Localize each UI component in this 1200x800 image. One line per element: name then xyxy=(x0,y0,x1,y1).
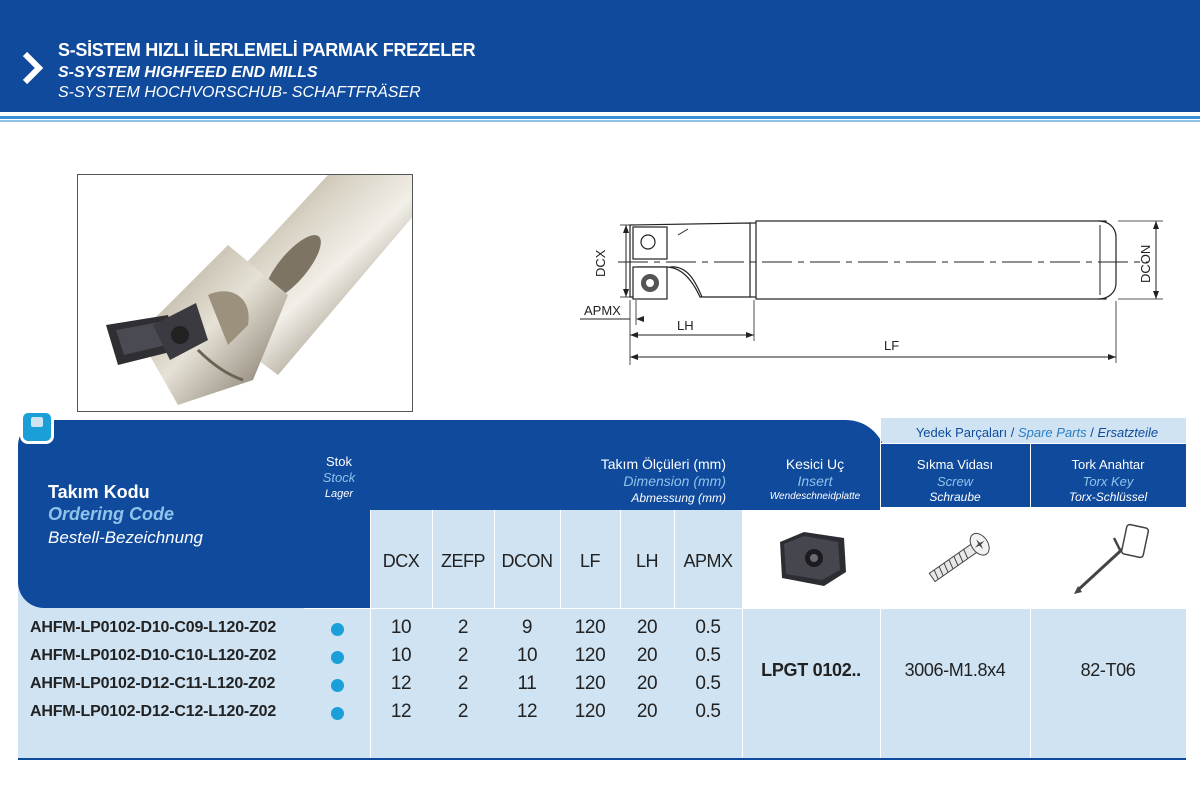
insert-tr: Kesici Uç xyxy=(785,456,845,472)
end-mill-image xyxy=(78,175,413,412)
cell-zefp: 2 xyxy=(457,673,469,694)
stock-tr: Stok xyxy=(325,454,352,469)
cell-lf: 120 xyxy=(574,617,606,638)
cell-dcon: 11 xyxy=(517,673,537,694)
table-bottom-rule xyxy=(18,758,1186,760)
cell-dcx: 12 xyxy=(390,701,412,722)
torx-tr: Tork Anahtar xyxy=(1071,457,1145,472)
header-stripe-light xyxy=(0,120,1200,122)
cell-dcon: 10 xyxy=(516,645,538,666)
chevron-right-icon xyxy=(20,50,46,86)
ordering-code-en: Ordering Code xyxy=(48,504,175,524)
stock-indicator xyxy=(331,623,344,636)
spare-parts-sep2: / xyxy=(1086,425,1098,440)
col-header-zefp: ZEFP xyxy=(440,551,485,571)
stock-header-dark xyxy=(304,420,370,608)
grid-line xyxy=(742,510,743,758)
col-header-lf: LF xyxy=(579,551,600,571)
col-header-dcx: DCX xyxy=(382,551,420,571)
cell-zefp: 2 xyxy=(457,645,469,666)
grid-line xyxy=(880,507,1186,508)
torx-de: Torx-Schlüssel xyxy=(1068,490,1148,504)
cell-zefp: 2 xyxy=(457,617,469,638)
torx-value: 82-T06 xyxy=(1080,660,1136,680)
dim-label-apmx: APMX xyxy=(584,303,621,318)
cell-lf: 120 xyxy=(574,701,606,722)
grid-line xyxy=(304,608,1186,609)
grid-line xyxy=(1030,443,1031,758)
grid-line xyxy=(674,510,675,608)
cell-lh: 20 xyxy=(636,701,658,722)
dim-label-lf: LF xyxy=(884,338,900,353)
grid-line xyxy=(494,510,495,608)
ordering-code-de: Bestell-Bezeichnung xyxy=(48,528,203,547)
cell-apmx: 0.5 xyxy=(695,645,721,666)
grid-line xyxy=(620,510,621,608)
page-header xyxy=(0,0,1200,112)
stock-de: Lager xyxy=(324,488,354,500)
cell-dcon: 9 xyxy=(521,617,533,638)
cell-lh: 20 xyxy=(636,645,658,666)
dim-label-dcon: DCON xyxy=(1138,244,1153,283)
ordering-code-cell: AHFM-LP0102-D10-C10-L120-Z02 xyxy=(30,647,277,664)
torx-en: Torx Key xyxy=(1082,474,1134,489)
insert-image xyxy=(774,528,850,590)
ordering-code-cell: AHFM-LP0102-D10-C09-L120-Z02 xyxy=(30,619,277,636)
col-header-lh: LH xyxy=(635,551,658,571)
spare-parts-tr: Yedek Parçaları xyxy=(915,425,1008,440)
title-english: S-SYSTEM HIGHFEED END MILLS xyxy=(58,64,318,81)
table-tab-icon xyxy=(20,410,54,444)
spare-parts-sep1: / xyxy=(1007,425,1018,440)
stock-indicator xyxy=(331,707,344,720)
spare-parts-title xyxy=(888,425,1186,440)
title-turkish: S-SİSTEM HIZLI İLERLEMELİ PARMAK FREZELER xyxy=(58,40,476,60)
cell-apmx: 0.5 xyxy=(695,617,721,638)
stock-en: Stock xyxy=(322,470,356,485)
cell-lh: 20 xyxy=(636,673,658,694)
end-mill-photo xyxy=(77,174,413,412)
cell-lh: 20 xyxy=(636,617,658,638)
dimension-en: Dimension (mm) xyxy=(623,473,726,489)
cell-dcx: 12 xyxy=(390,673,412,694)
dimension-tr: Takım Ölçüleri (mm) xyxy=(600,456,726,472)
cell-lf: 120 xyxy=(574,673,606,694)
ordering-code-tr: Takım Kodu xyxy=(48,482,150,502)
cell-apmx: 0.5 xyxy=(695,673,721,694)
cell-dcx: 10 xyxy=(390,645,412,666)
torx-key-image xyxy=(1066,522,1156,598)
screw-de: Schraube xyxy=(929,490,981,504)
dimension-de: Abmessung (mm) xyxy=(631,491,726,505)
grid-line xyxy=(880,443,1186,444)
product-table xyxy=(18,418,1186,763)
cell-zefp: 2 xyxy=(457,701,469,722)
technical-drawing xyxy=(578,205,1178,375)
cell-dcon: 12 xyxy=(516,701,538,722)
screw-image xyxy=(918,526,1002,590)
header-stripe-blue xyxy=(0,116,1200,119)
grid-line xyxy=(560,510,561,608)
grid-line xyxy=(880,418,881,758)
cell-dcx: 10 xyxy=(390,617,412,638)
stock-indicator xyxy=(331,651,344,664)
spare-parts-en: Spare Parts xyxy=(1017,425,1087,440)
cell-apmx: 0.5 xyxy=(695,701,721,722)
ordering-code-cell: AHFM-LP0102-D12-C12-L120-Z02 xyxy=(30,703,277,720)
dim-label-dcx: DCX xyxy=(593,249,608,277)
spare-parts-de: Ersatzteile xyxy=(1097,425,1159,440)
screw-tr: Sıkma Vidası xyxy=(916,457,994,472)
col-header-dcon: DCON xyxy=(501,551,553,571)
grid-line xyxy=(432,510,433,608)
insert-en: Insert xyxy=(797,473,833,489)
cell-lf: 120 xyxy=(574,645,606,666)
insert-de: Wendeschneidplatte xyxy=(769,491,861,502)
stock-indicator xyxy=(331,679,344,692)
screw-en: Screw xyxy=(936,474,974,489)
screw-value: 3006-M1.8x4 xyxy=(904,660,1006,680)
ordering-code-cell: AHFM-LP0102-D12-C11-L120-Z02 xyxy=(30,675,276,692)
dim-label-lh: LH xyxy=(677,318,694,333)
title-german: S-SYSTEM HOCHVORSCHUB- SCHAFTFRÄSER xyxy=(58,84,421,101)
insert-value: LPGT 0102.. xyxy=(761,660,861,680)
col-header-apmx: APMX xyxy=(683,551,733,571)
